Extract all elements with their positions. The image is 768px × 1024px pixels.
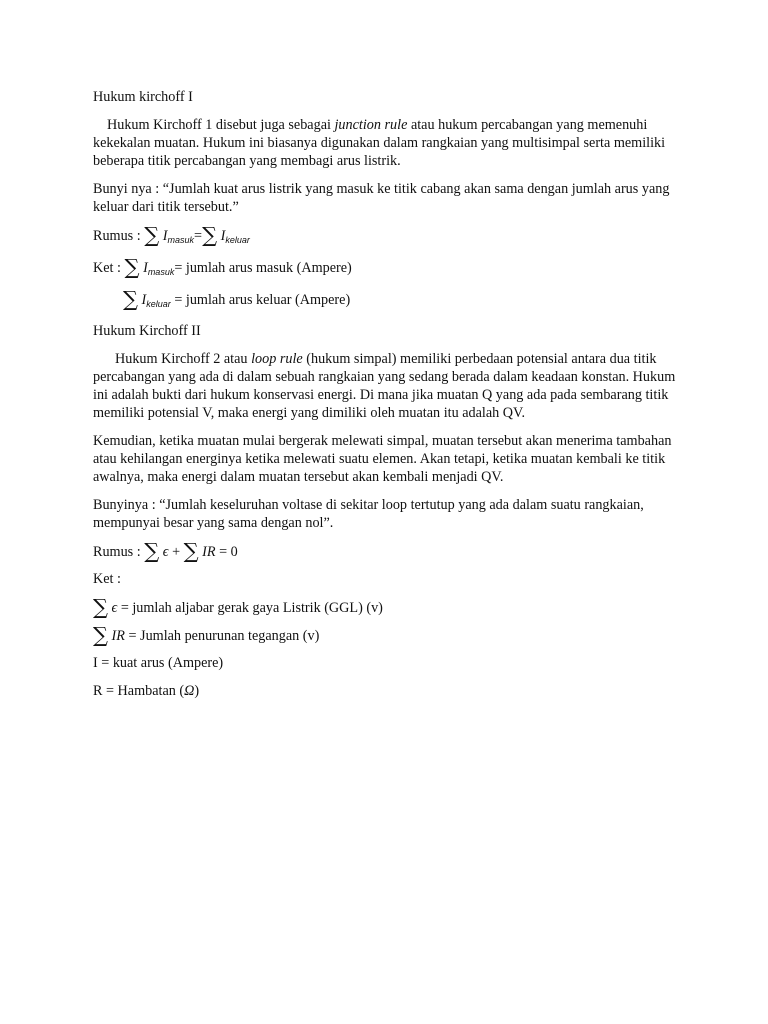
paragraph-kirchoff-2-intro: Hukum Kirchoff 2 atau loop rule (hukum simpal) memiliki perbedaan potensial antara dua titik percabangan yang ada di dalam sebuah rangkaian yang sedang berada dalam keadaan konstan. Hukum ini adalah bukti dari hukum konservasi energi. Di mana jika muatan Q yang ada pada sembarang titik memiliki potensial V, maka energi yang dimiliki oleh muatan itu adalah QV.	[93, 351, 676, 421]
omega-symbol: Ω	[184, 683, 195, 699]
loop-rule-term: loop rule	[251, 351, 303, 367]
document-body	[93, 88, 683, 710]
sigma-symbol: ∑	[93, 595, 108, 619]
ket-keluar-line: ∑ $I_{keluar}$ = jumlah arus keluar (Ampere)	[123, 287, 351, 311]
formula-kirchoff-1: Rumus : ∑ $I_{masuk}=\sum$ $I_{keluar}$	[93, 223, 250, 247]
sigma-symbol: ∑	[124, 255, 140, 279]
line-hambatan: R = Hambatan (Ω)	[93, 683, 200, 699]
ket-masuk-line: Ket : ∑ $I_{masuk}=$ jumlah arus masuk (Ampere)	[93, 255, 352, 279]
junction-rule-term: junction rule	[334, 117, 408, 133]
ket-epsilon-line: ∑ ϵ = jumlah aljabar gerak gaya Listrik (GGL) (v)	[93, 595, 383, 619]
paragraph-bunyi-kirchoff-2: Bunyinya : “Jumlah keseluruhan voltase di sekitar loop tertutup yang ada dalam suatu rangkaian, mempunyai besar yang sama dengan nol”.	[93, 497, 644, 531]
sigma-symbol: ∑	[144, 539, 160, 563]
paragraph-kemudian: Kemudian, ketika muatan mulai bergerak melewati simpal, muatan tersebut akan menerima tambahan atau kehilangan energinya ketika melewati suatu elemen. Akan tetapi, ketika muatan kembali ke titik awalnya, maka energi dalam muatan tersebut akan kembali menjadi QV.	[93, 433, 672, 485]
sigma-symbol: ∑	[93, 623, 108, 647]
paragraph-kirchoff-1-intro: Hukum Kirchoff 1 disebut juga sebagai junction rule atau hukum percabangan yang memenuhi kekekalan muatan. Hukum ini biasanya digunakan dalam rangkaian yang multisimpal serta memiliki beberapa titik percabangan yang membagi arus listrik.	[93, 117, 666, 169]
line-kuat-arus: I = kuat arus (Ampere)	[93, 655, 224, 671]
ket-ir-line: ∑ IR = Jumlah penurunan tegangan (v)	[93, 623, 320, 647]
heading-hukum-kirchoff-1: Hukum kirchoff I	[93, 89, 193, 105]
heading-hukum-kirchoff-2: Hukum Kirchoff II	[93, 323, 201, 339]
paragraph-bunyi-kirchoff-1: Bunyi nya : “Jumlah kuat arus listrik yang masuk ke titik cabang akan sama dengan jumlah arus yang keluar dari titik tersebut.”	[93, 181, 670, 215]
sigma-symbol: ∑	[202, 223, 218, 247]
formula-kirchoff-2: Rumus : ∑ ϵ + ∑ IR = 0	[93, 539, 238, 563]
sigma-symbol: ∑	[183, 539, 199, 563]
sigma-symbol: ∑	[123, 287, 138, 311]
ket-label: Ket :	[93, 571, 121, 587]
sigma-symbol: ∑	[144, 223, 160, 247]
